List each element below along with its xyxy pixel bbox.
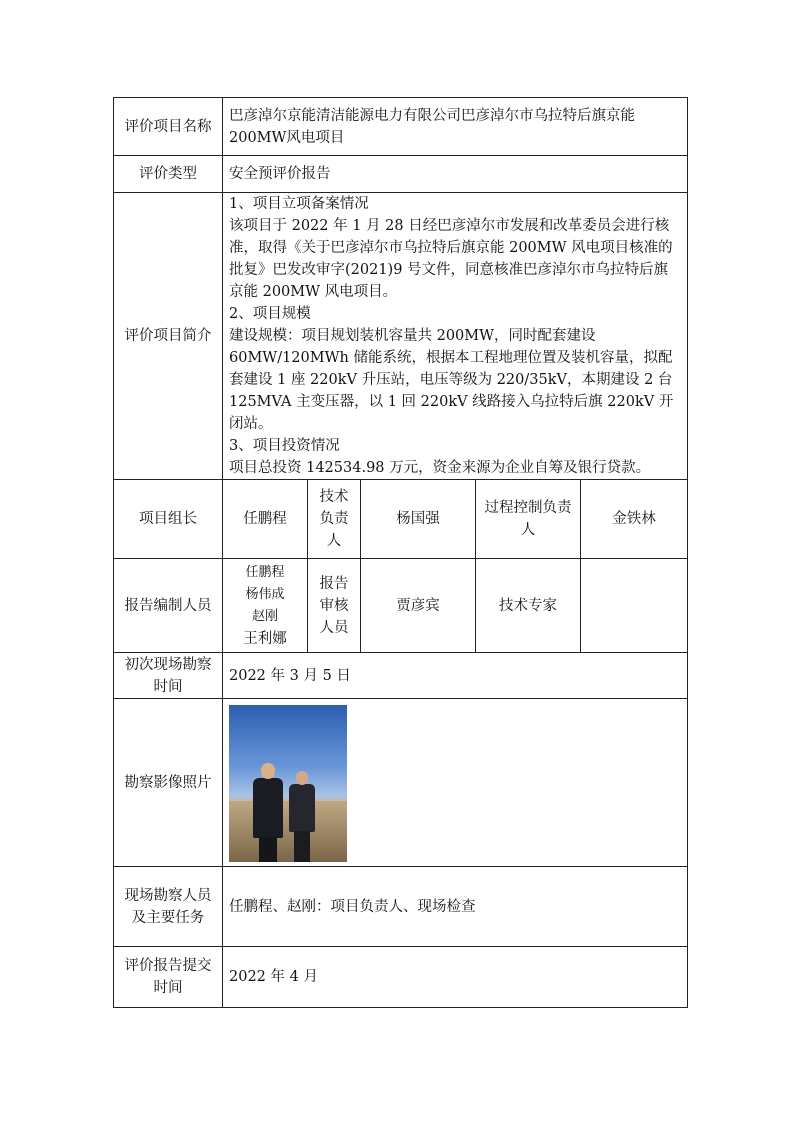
tech-lead-value: 杨国强 [361,480,476,559]
person-figure [253,763,283,862]
process-lead-value: 金铁林 [581,480,688,559]
eval-type-value: 安全预评价报告 [223,156,688,193]
eval-type-label: 评价类型 [114,156,223,193]
submit-time-label: 评价报告提交时间 [114,947,223,1008]
leader-value: 任鹏程 [223,480,308,559]
compiler-name: 任鹏程 [245,564,285,580]
intro-paragraph-2: 建设规模：项目规划装机容量共 200MW，同时配套建设 60MW/120MWh 储能系统，根据本工程地理位置及装机容量，拟配套建设 1 座 220kV 升压站，电压等级为 220/35kV，本期建设 2 台 125MVA 主变压器，以 1 回 220kV 线路接入乌拉特后旗 220kV 开闭站。 [229,328,674,432]
survey-photo [229,705,347,862]
intro-label: 评价项目简介 [114,193,223,480]
intro-heading-3: 3、项目投资情况 [229,438,340,454]
expert-label: 技术专家 [476,559,581,653]
project-name-label: 评价项目名称 [114,98,223,156]
leader-label: 项目组长 [114,480,223,559]
photo-label: 勘察影像照片 [114,699,223,867]
compile-names [223,559,308,653]
survey-people-value: 任鹏程、赵刚：项目负责人、现场检查 [223,867,688,947]
intro-content [223,193,688,480]
review-value: 贾彦宾 [361,559,476,653]
tech-lead-label: 技术负责人 [308,480,361,559]
process-lead-label: 过程控制负责人 [476,480,581,559]
compile-label: 报告编制人员 [114,559,223,653]
submit-time-value: 2022 年 4 月 [223,947,688,1008]
survey-people-label: 现场勘察人员及主要任务 [114,867,223,947]
intro-heading-2: 2、项目规模 [229,306,311,322]
expert-value [581,559,688,653]
intro-heading-1: 1、项目立项备案情况 [229,196,369,212]
intro-paragraph-3: 项目总投资 142534.98 万元，资金来源为企业自筹及银行贷款。 [229,460,651,476]
review-label: 报告审核人员 [308,559,361,653]
compiler-name: 王利娜 [243,630,287,647]
survey-time-value: 2022 年 3 月 5 日 [223,653,688,699]
photo-cell [223,699,688,867]
compiler-name: 赵刚 [251,608,278,624]
person-figure [289,771,315,862]
compiler-name: 杨伟成 [245,586,285,602]
evaluation-info-table [113,97,688,1008]
project-name-value: 巴彦淖尔京能清洁能源电力有限公司巴彦淖尔市乌拉特后旗京能200MW风电项目 [223,98,688,156]
intro-paragraph-1: 该项目于 2022 年 1 月 28 日经巴彦淖尔市发展和改革委员会进行核准，取得《关于巴彦淖尔市乌拉特后旗京能 200MW 风电项目核准的批复》巴发改审字(2021)9 号文件，同意核准巴彦淖尔市乌拉特后旗京能 200MW 风电项目。 [229,218,673,300]
survey-time-label: 初次现场勘察时间 [114,653,223,699]
